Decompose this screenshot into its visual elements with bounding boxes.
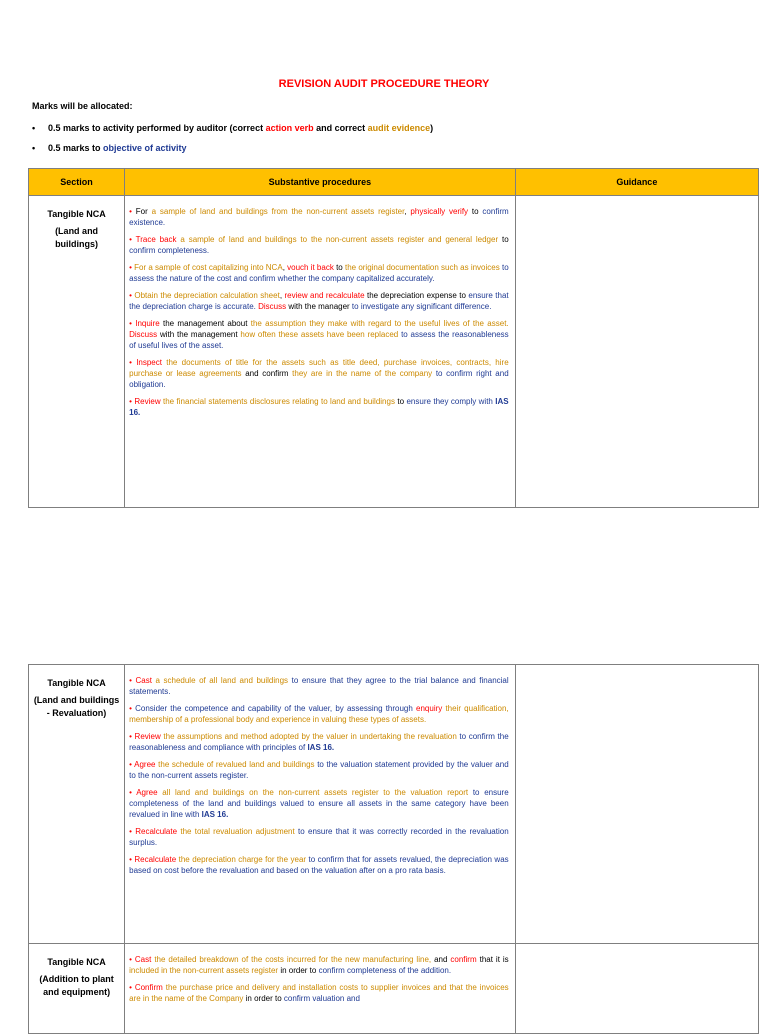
section-subtitle: (Land and buildings) — [55, 226, 99, 249]
table-row — [29, 665, 759, 944]
procedure-item: • Obtain the depreciation calculation sheet, review and recalculate the depreciation expense to ensure that the depreciation charge is accurate. Discuss with the manager to investigate any significant difference. — [129, 291, 509, 311]
procedure-item: • For a sample of cost capitalizing into NCA, vouch it back to the original documentation such as invoices to assess the nature of the cost and confirm whether the company capitalized accurately. — [129, 263, 509, 283]
procedure-item: • Trace back a sample of land and buildings to the non-current assets register and general ledger to confirm completeness. — [129, 235, 509, 255]
procedures-table-2 — [28, 664, 759, 1034]
header-guidance: Guidance — [515, 169, 758, 196]
procedure-item: • Agree all land and buildings on the non-current assets register to the valuation report to ensure completeness of the land and buildings valued to ensure all assets in the same category have been revalued in line with IAS 16. — [129, 788, 509, 819]
marks-intro: Marks will be allocated: — [32, 101, 133, 111]
table-header-row — [29, 169, 759, 196]
procedure-item: • Review the assumptions and method adopted by the valuer in undertaking the revaluation to confirm the reasonableness and compliance with principles of IAS 16. — [129, 732, 509, 752]
procedure-item: • Cast the detailed breakdown of the costs incurred for the new manufacturing line, and confirm that it is included in the non-current assets register in order to confirm completeness of the addition. — [129, 955, 509, 975]
section-title: Tangible NCA — [47, 957, 106, 967]
guidance-cell — [515, 665, 758, 944]
audit-evidence-label: audit evidence — [367, 123, 431, 133]
procedure-item: • Inquire the management about the assumption they make with regard to the useful lives of the asset. Discuss with the management how often these assets have been replaced to assess the reasonableness of useful lives of the asset. — [129, 319, 509, 350]
guidance-cell — [515, 196, 758, 508]
table-row — [29, 944, 759, 1034]
procedures-table-1 — [28, 168, 759, 508]
header-section: Section — [29, 169, 125, 196]
procedure-item: • Review the financial statements disclosures relating to land and buildings to ensure they comply with IAS 16. — [129, 397, 509, 417]
procedure-item: • Consider the competence and capability of the valuer, by assessing through enquiry their qualification, membership of a professional body and experience in valuing these types of assets. — [129, 704, 509, 724]
bullet-text: and correct — [313, 123, 368, 133]
section-cell — [29, 944, 125, 1034]
procedure-item: • Agree the schedule of revalued land and buildings to the valuation statement provided by the valuer and to the non-current assets register. — [129, 760, 509, 780]
action-verb-label: action verb — [265, 123, 314, 133]
procedures-cell — [125, 665, 516, 944]
procedure-item: • Confirm the purchase price and delivery and installation costs to supplier invoices and that the invoices are in the name of the Company in order to confirm valuation and — [129, 983, 509, 1003]
procedures-cell — [125, 196, 516, 508]
marks-bullet-1: • 0.5 marks to activity performed by auditor (correct action verb and correct audit evidence) — [32, 123, 434, 133]
guidance-cell — [515, 944, 758, 1034]
header-procedures: Substantive procedures — [125, 169, 516, 196]
section-subtitle: (Land and buildings - Revaluation) — [33, 695, 120, 718]
procedure-item: • Recalculate the depreciation charge for the year to confirm that for assets revalued, the depreciation was based on cost before the revaluation and based on the valuation after on a pro rata basis. — [129, 855, 509, 875]
document-title: REVISION AUDIT PROCEDURE THEORY — [278, 78, 490, 90]
bullet-text: ) — [430, 123, 434, 133]
table-row — [29, 196, 759, 508]
procedure-item: • For a sample of land and buildings from the non-current assets register, physically verify to confirm existence. — [129, 207, 509, 227]
section-title: Tangible NCA — [47, 678, 106, 688]
procedures-cell — [125, 944, 516, 1034]
procedure-item: • Inspect the documents of title for the assets such as title deed, purchase invoices, contracts, hire purchase or lease agreements and confirm they are in the name of the company to confirm right and obligation. — [129, 358, 509, 389]
marks-bullet-2: • 0.5 marks to objective of activity — [32, 143, 187, 153]
section-subtitle: (Addition to plant and equipment) — [39, 974, 114, 997]
procedure-item: • Recalculate the total revaluation adjustment to ensure that it was correctly recorded in the revaluation surplus. — [129, 827, 509, 847]
bullet-text: 0.5 marks to activity performed by auditor (correct — [48, 123, 266, 133]
procedure-item: • Cast a schedule of all land and buildings to ensure that they agree to the trial balance and financial statements. — [129, 676, 509, 696]
section-cell — [29, 196, 125, 508]
objective-label: objective of activity — [103, 143, 187, 153]
section-title: Tangible NCA — [47, 209, 106, 219]
section-cell — [29, 665, 125, 944]
bullet-text: 0.5 marks to — [48, 143, 104, 153]
